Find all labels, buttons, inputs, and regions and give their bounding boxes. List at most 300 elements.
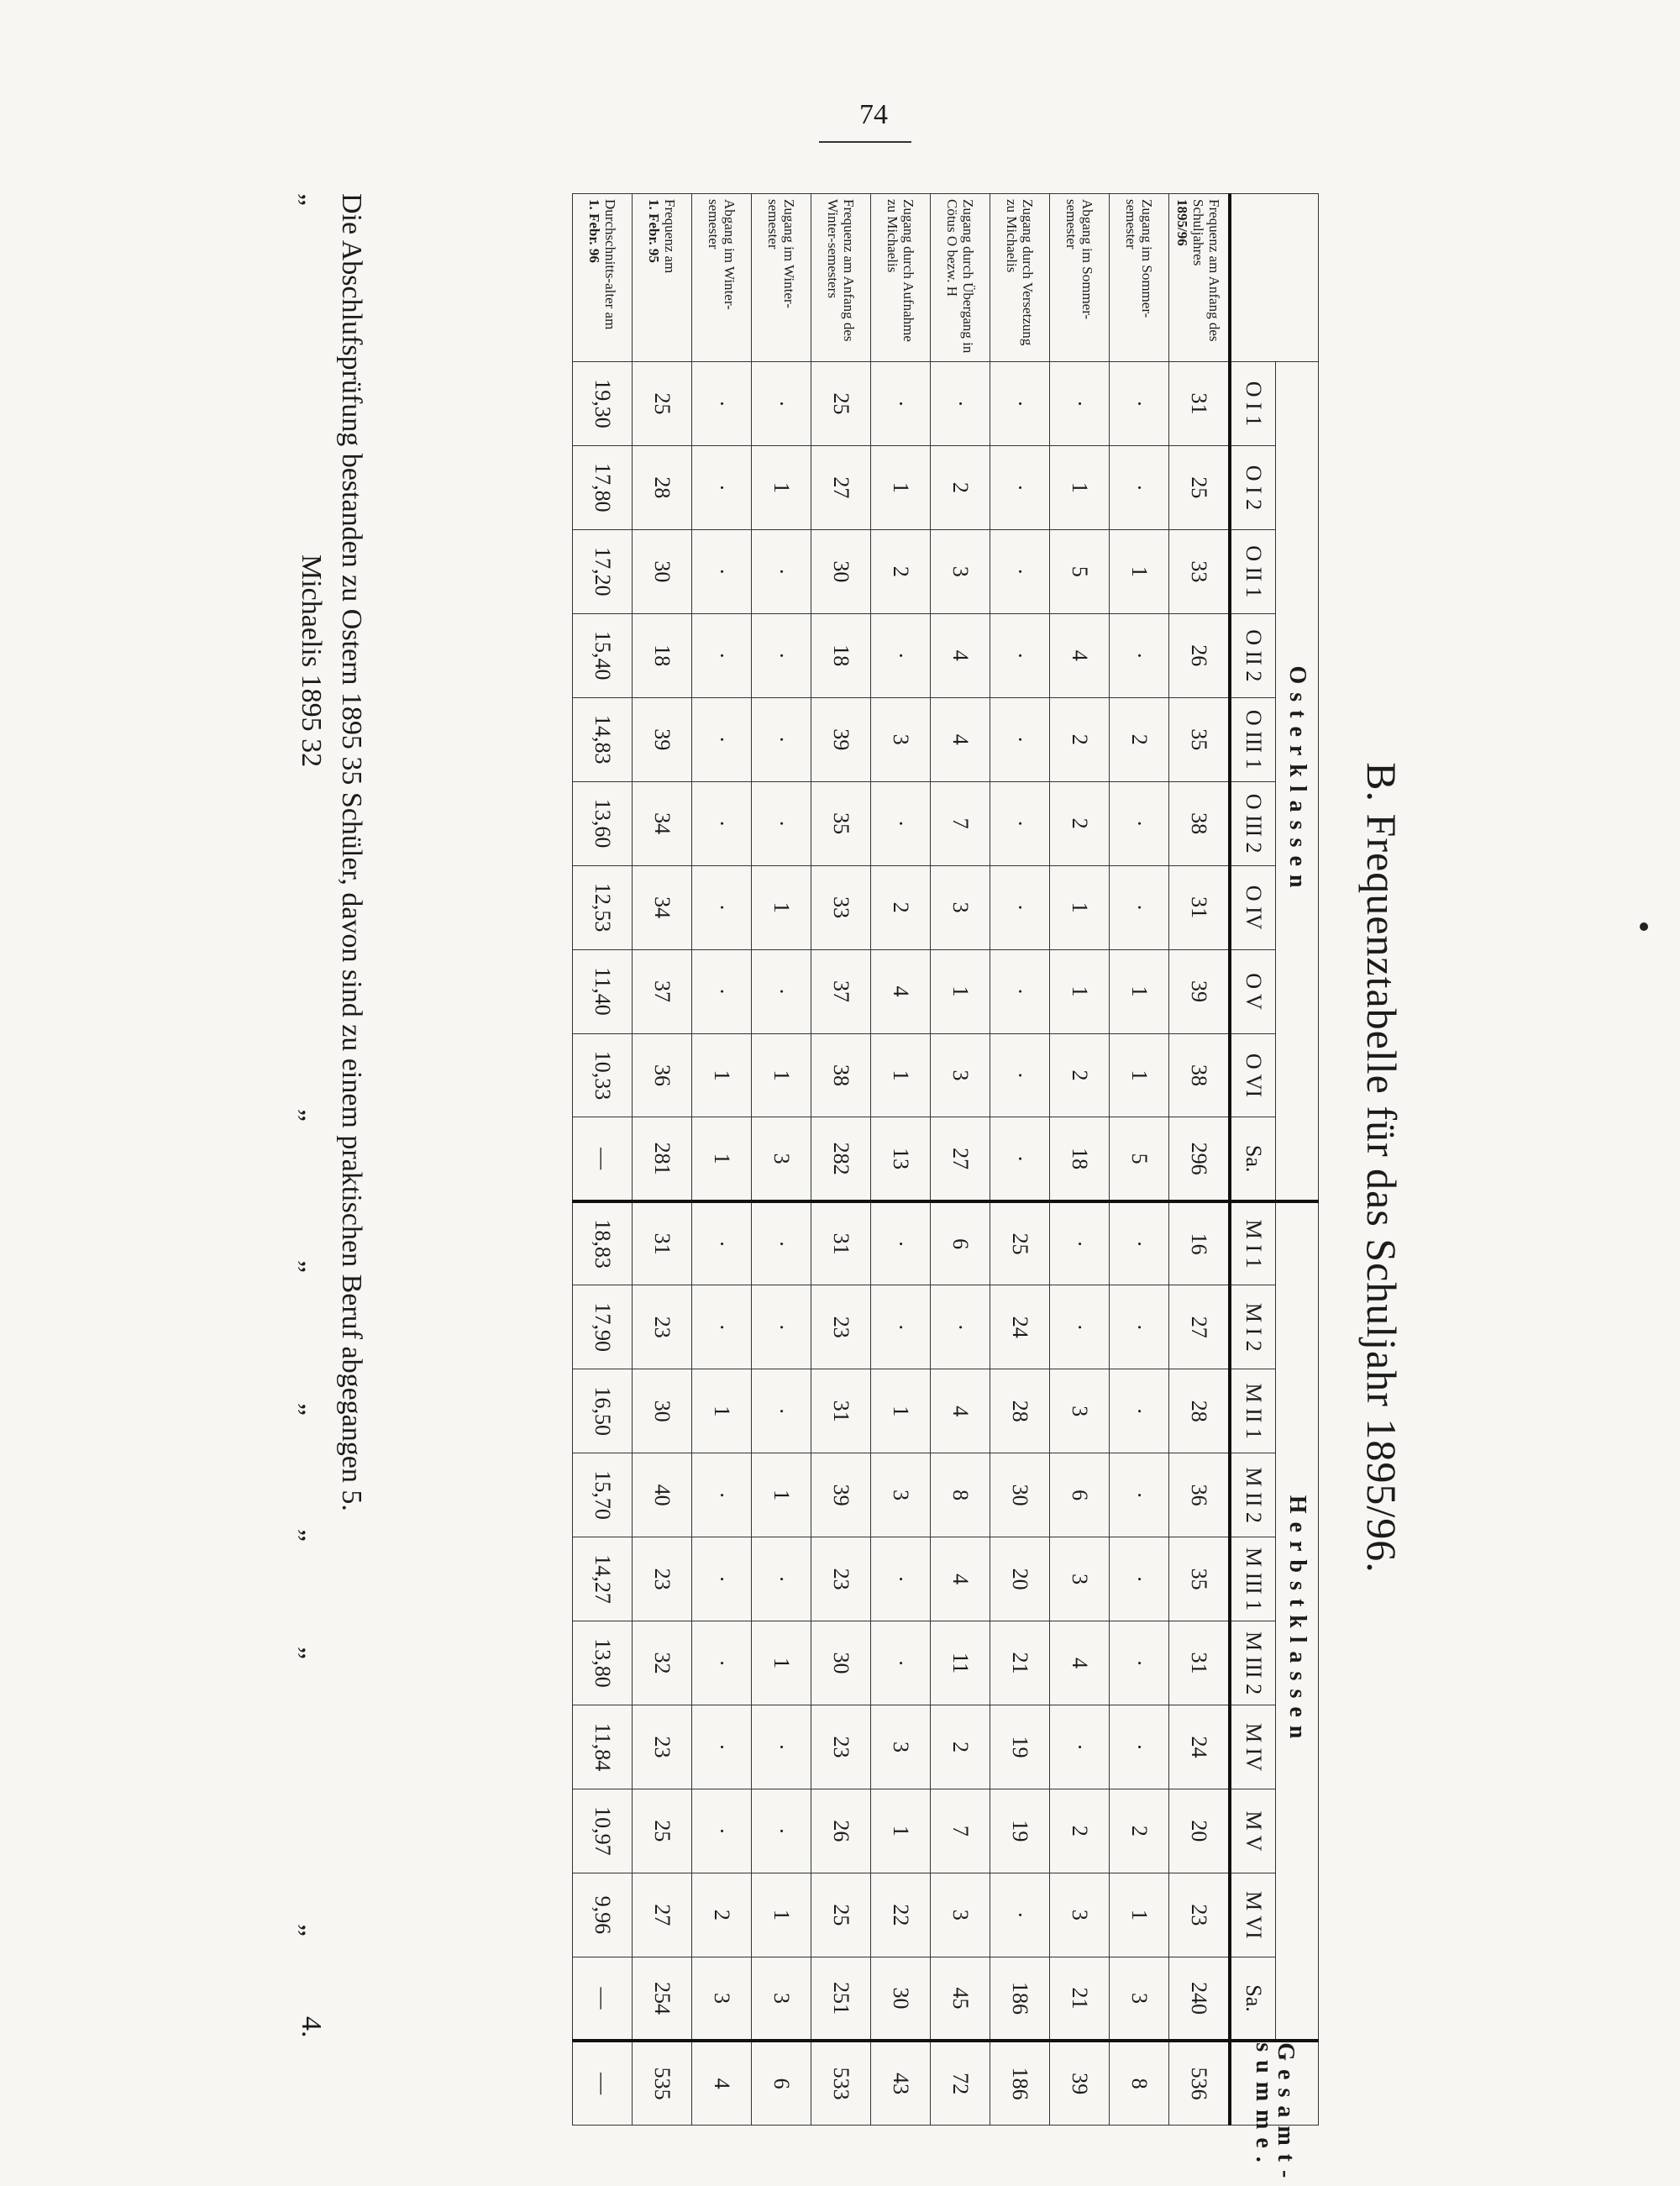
table-cell: 186 — [990, 1957, 1050, 2041]
table-cell: 16 — [1169, 1201, 1231, 1285]
table-cell: · — [692, 1705, 752, 1789]
table-cell: 22 — [871, 1873, 931, 1957]
table-row — [931, 194, 990, 2126]
note-michaelis-count: 4. — [296, 2016, 327, 2038]
table-cell: · — [990, 697, 1050, 781]
table-cell: · — [752, 1789, 811, 1873]
table-cell: 4 — [1050, 613, 1110, 697]
table-cell: 1 — [1110, 1873, 1169, 1957]
row-label-text: Abgang im Sommer-semester — [1063, 199, 1095, 320]
table-cell: 36 — [1169, 1453, 1231, 1537]
table-cell: 20 — [990, 1537, 1050, 1621]
column-header: O II 2 — [1230, 613, 1276, 697]
table-cell: 4 — [931, 613, 990, 697]
column-header: O VI — [1230, 1033, 1276, 1117]
table-cell: 1 — [692, 1117, 752, 1201]
table-cell: 23 — [633, 1537, 692, 1621]
table-row — [1169, 194, 1231, 2126]
table-cell: 38 — [1169, 1033, 1231, 1117]
table-cell: 16,50 — [573, 1369, 633, 1453]
column-header: O III 2 — [1230, 781, 1276, 865]
table-cell: 31 — [811, 1201, 871, 1285]
table-cell: 28 — [633, 445, 692, 529]
table-cell: · — [752, 613, 811, 697]
row-label — [811, 194, 871, 362]
table-cell: · — [1110, 1621, 1169, 1705]
table-cell: 1 — [871, 1789, 931, 1873]
ditto-mark: „ — [296, 1403, 327, 1416]
table-cell: 34 — [633, 781, 692, 865]
table-cell: · — [752, 1537, 811, 1621]
table-cell: 1 — [752, 1033, 811, 1117]
page-title: B. Frequenztabelle für das Schuljahr 1895/96. — [1358, 762, 1405, 1574]
table-cell: — — [573, 2041, 633, 2125]
table-cell: 31 — [633, 1201, 692, 1285]
table-cell: 17,90 — [573, 1285, 633, 1369]
table-cell: 37 — [633, 949, 692, 1033]
row-label-text: Zugang durch Versetzung zu Michaelis — [1004, 199, 1036, 346]
table-cell: 31 — [811, 1369, 871, 1453]
table-cell: · — [1110, 445, 1169, 529]
table-cell: · — [692, 1621, 752, 1705]
ditto-mark: „ — [296, 1529, 327, 1542]
ditto-mark: „ — [296, 193, 327, 207]
table-cell: · — [1110, 1369, 1169, 1453]
table-cell: · — [692, 1453, 752, 1537]
column-header: O IV — [1230, 865, 1276, 949]
table-cell: · — [990, 781, 1050, 865]
table-cell: 2 — [1050, 1033, 1110, 1117]
column-header: M III 1 — [1230, 1537, 1276, 1621]
table-cell: 240 — [1169, 1957, 1231, 2041]
table-cell: 1 — [931, 949, 990, 1033]
table-cell: 45 — [931, 1957, 990, 2041]
ditto-mark: „ — [296, 1109, 327, 1122]
table-row — [692, 194, 752, 2126]
table-cell: · — [990, 529, 1050, 613]
table-row — [990, 194, 1050, 2126]
table-cell: · — [692, 949, 752, 1033]
table-cell: 27 — [931, 1117, 990, 1201]
table-cell: 533 — [811, 2041, 871, 2125]
row-label-text: Abgang im Winter-semester — [706, 199, 738, 310]
table-cell: · — [752, 362, 811, 446]
table-cell: 3 — [752, 1117, 811, 1201]
table-cell: 3 — [752, 1957, 811, 2041]
table-cell: 26 — [1169, 613, 1231, 697]
table-cell: 33 — [811, 865, 871, 949]
table-cell: · — [990, 1873, 1050, 1957]
table-cell: 1 — [1110, 949, 1169, 1033]
table-cell: · — [692, 697, 752, 781]
row-label — [752, 194, 811, 362]
table-cell: 2 — [1050, 1789, 1110, 1873]
table-cell: 28 — [1169, 1369, 1231, 1453]
row-label — [1050, 194, 1110, 362]
table-cell: 23 — [633, 1285, 692, 1369]
table-cell: · — [1110, 1201, 1169, 1285]
frequency-table — [572, 193, 1319, 2186]
table-cell: 4 — [931, 1369, 990, 1453]
column-header: M I 2 — [1230, 1285, 1276, 1369]
table-cell: 535 — [633, 2041, 692, 2125]
column-header: Sa. — [1230, 1957, 1276, 2041]
column-header: M IV — [1230, 1705, 1276, 1789]
table-cell: 33 — [1169, 529, 1231, 613]
table-cell: 27 — [633, 1873, 692, 1957]
table-cell: 1 — [692, 1033, 752, 1117]
table-row — [1050, 194, 1110, 2126]
row-label-text: Zugang im Sommer-semester — [1123, 199, 1155, 318]
row-label — [633, 194, 692, 362]
osterklassen-header: Osterklassen — [1276, 362, 1319, 1201]
ditto-mark: „ — [296, 1260, 327, 1274]
table-cell: 25 — [990, 1201, 1050, 1285]
table-cell: · — [1110, 1285, 1169, 1369]
table-cell: 1 — [871, 1369, 931, 1453]
table-cell: 254 — [633, 1957, 692, 2041]
column-header: O I 1 — [1230, 362, 1276, 446]
table-cell: 2 — [931, 445, 990, 529]
table-cell: 15,40 — [573, 613, 633, 697]
table-cell: 5 — [1050, 529, 1110, 613]
table-cell: — — [573, 1957, 633, 2041]
table-cell: 27 — [1169, 1285, 1231, 1369]
table-cell: 282 — [811, 1117, 871, 1201]
table-cell: 3 — [692, 1957, 752, 2041]
table-cell: 18 — [633, 613, 692, 697]
note-ostern-text: Die Abschlufsprüfung bestanden zu Ostern 1895 35 Schüler, davon sind zu einem praktischen Beruf abgegangen 5. — [336, 193, 367, 1511]
corner-cell — [1230, 194, 1319, 362]
row-label-text: Durchschnitts-alter am — [602, 199, 618, 330]
column-header: M III 2 — [1230, 1621, 1276, 1705]
row-label — [692, 194, 752, 362]
table-cell: 11,40 — [573, 949, 633, 1033]
table-cell: 20 — [1169, 1789, 1231, 1873]
table-cell: 30 — [633, 529, 692, 613]
ink-dot — [1640, 922, 1648, 931]
table-cell: 2 — [871, 529, 931, 613]
table-cell: · — [692, 1285, 752, 1369]
table-cell: 11,84 — [573, 1705, 633, 1789]
table-cell: 3 — [931, 529, 990, 613]
table-cell: · — [692, 1201, 752, 1285]
table-cell: 27 — [811, 445, 871, 529]
table-cell: 31 — [1169, 362, 1231, 446]
table-row — [752, 194, 811, 2126]
table-cell: 1 — [871, 1033, 931, 1117]
table-cell: 35 — [811, 781, 871, 865]
table-cell: · — [692, 1537, 752, 1621]
table-cell: · — [752, 529, 811, 613]
table-cell: 35 — [1169, 697, 1231, 781]
table-cell: 18 — [811, 613, 871, 697]
table-cell: 9,96 — [573, 1873, 633, 1957]
table-cell: 21 — [990, 1621, 1050, 1705]
row-label-text: Frequenz am Anfang des Schuljahres — [1190, 199, 1223, 342]
table-cell: 4 — [1050, 1621, 1110, 1705]
table-cell: 13,60 — [573, 781, 633, 865]
table-cell: 3 — [1110, 1957, 1169, 2041]
herbstklassen-header: Herbstklassen — [1276, 1201, 1319, 2041]
table-cell: · — [990, 1033, 1050, 1117]
table-cell: · — [871, 613, 931, 697]
table-cell: 6 — [931, 1201, 990, 1285]
table-cell: · — [1110, 781, 1169, 865]
column-header: O I 2 — [1230, 445, 1276, 529]
table-cell: 12,53 — [573, 865, 633, 949]
column-header: M I 1 — [1230, 1201, 1276, 1285]
table-cell: · — [1110, 1705, 1169, 1789]
table-cell: · — [752, 1201, 811, 1285]
table-cell: · — [990, 445, 1050, 529]
column-header: Sa. — [1230, 1117, 1276, 1201]
table-cell: · — [1110, 1537, 1169, 1621]
table-cell: 14,27 — [573, 1537, 633, 1621]
table-cell: 15,70 — [573, 1453, 633, 1537]
table-cell: 281 — [633, 1117, 692, 1201]
row-label — [871, 194, 931, 362]
table-cell: 31 — [1169, 1621, 1231, 1705]
table-cell: 8 — [1110, 2041, 1169, 2125]
table-cell: 2 — [1110, 1789, 1169, 1873]
table-cell: · — [1050, 1201, 1110, 1285]
table-cell: · — [752, 1369, 811, 1453]
table-cell: · — [990, 949, 1050, 1033]
table-cell: · — [752, 1285, 811, 1369]
table-cell: 1 — [752, 1453, 811, 1537]
table-cell: · — [871, 1621, 931, 1705]
table-cell: 3 — [1050, 1369, 1110, 1453]
table-cell: · — [692, 445, 752, 529]
table-cell: · — [692, 781, 752, 865]
table-cell: 17,20 — [573, 529, 633, 613]
table-cell: 43 — [871, 2041, 931, 2125]
table-cell: 25 — [633, 1789, 692, 1873]
row-label-text: Zugang durch Aufnahme zu Michaelis — [885, 199, 916, 342]
table-row — [811, 194, 871, 2126]
column-header: M VI — [1230, 1873, 1276, 1957]
table-cell: 11 — [931, 1621, 990, 1705]
row-label-text: Zugang durch Übergang in Cötus O bezw. H — [944, 199, 976, 354]
table-cell: 25 — [811, 362, 871, 446]
table-cell: 30 — [811, 1621, 871, 1705]
table-cell: 37 — [811, 949, 871, 1033]
table-cell: 3 — [1050, 1537, 1110, 1621]
table-cell: 2 — [871, 865, 931, 949]
table-cell: 10,33 — [573, 1033, 633, 1117]
table-cell: 3 — [931, 1873, 990, 1957]
note-ostern — [331, 193, 371, 2126]
ditto-mark: „ — [296, 1924, 327, 1937]
row-label-text: Frequenz am Anfang des Winter-semesters — [825, 199, 857, 342]
table-cell: 186 — [990, 2041, 1050, 2125]
table-cell: · — [1110, 1453, 1169, 1537]
table-cell: 1 — [752, 865, 811, 949]
table-cell: · — [931, 362, 990, 446]
table-cell: 536 — [1169, 2041, 1231, 2125]
table-cell: 7 — [931, 781, 990, 865]
table-cell: 32 — [633, 1621, 692, 1705]
table-cell: · — [1050, 362, 1110, 446]
row-label — [1169, 194, 1231, 362]
table-cell: 36 — [633, 1033, 692, 1117]
table-cell: 1 — [752, 1873, 811, 1957]
table-row — [1110, 194, 1169, 2126]
column-header: M II 1 — [1230, 1369, 1276, 1453]
table-cell: 3 — [871, 697, 931, 781]
column-header: O II 1 — [1230, 529, 1276, 613]
table-cell: 21 — [1050, 1957, 1110, 2041]
table-cell: 6 — [1050, 1453, 1110, 1537]
table-row — [633, 194, 692, 2126]
table-cell: · — [990, 362, 1050, 446]
table-cell: 1 — [1050, 865, 1110, 949]
note-michaelis-text: Michaelis 1895 32 — [296, 554, 327, 768]
table-cell: · — [871, 1201, 931, 1285]
table-cell: 30 — [633, 1369, 692, 1453]
table-cell: — — [573, 1117, 633, 1201]
table-cell: 1 — [1050, 445, 1110, 529]
column-header: M V — [1230, 1789, 1276, 1873]
table-cell: 13,80 — [573, 1621, 633, 1705]
table-cell: 7 — [931, 1789, 990, 1873]
table-cell: 31 — [1169, 865, 1231, 949]
table-cell: 19 — [990, 1705, 1050, 1789]
table-cell: 26 — [811, 1789, 871, 1873]
table-cell: 251 — [811, 1957, 871, 2041]
table-cell: 18,83 — [573, 1201, 633, 1285]
table-cell: 25 — [811, 1873, 871, 1957]
column-header-row — [1230, 194, 1276, 2126]
table-cell: 4 — [871, 949, 931, 1033]
table-cell: 296 — [1169, 1117, 1231, 1201]
table-cell: 38 — [811, 1033, 871, 1117]
table-cell: 3 — [1050, 1873, 1110, 1957]
table-cell: 39 — [811, 1453, 871, 1537]
table-cell: 24 — [1169, 1705, 1231, 1789]
row-label-date: 1. Febr. 95 — [646, 199, 662, 263]
table-cell: · — [692, 613, 752, 697]
table-cell: 5 — [1110, 1117, 1169, 1201]
table-cell: · — [1110, 613, 1169, 697]
table-cell: 39 — [633, 697, 692, 781]
table-cell: 1 — [1110, 1033, 1169, 1117]
table-cell: · — [692, 1789, 752, 1873]
table-cell: · — [752, 781, 811, 865]
table-cell: · — [871, 1285, 931, 1369]
table-cell: · — [990, 865, 1050, 949]
table-cell: · — [871, 362, 931, 446]
table-cell: 40 — [633, 1453, 692, 1537]
table-cell: 3 — [871, 1453, 931, 1537]
table-cell: 18 — [1050, 1117, 1110, 1201]
table-cell: 30 — [990, 1453, 1050, 1537]
table-cell: 14,83 — [573, 697, 633, 781]
table-cell: 39 — [1050, 2041, 1110, 2125]
row-label-date: 1895/96 — [1174, 199, 1191, 246]
table-cell: 30 — [871, 1957, 931, 2041]
table-cell: 30 — [811, 529, 871, 613]
table-cell: 4 — [931, 1537, 990, 1621]
table-cell: 17,80 — [573, 445, 633, 529]
table-cell: 23 — [811, 1705, 871, 1789]
table-cell: 2 — [931, 1705, 990, 1789]
table-cell: 1 — [1110, 529, 1169, 613]
table-cell: 28 — [990, 1369, 1050, 1453]
table-cell: 1 — [692, 1369, 752, 1453]
table-cell: 72 — [931, 2041, 990, 2125]
table-cell: 10,97 — [573, 1789, 633, 1873]
column-header: O V — [1230, 949, 1276, 1033]
table-cell: 34 — [633, 865, 692, 949]
row-label-text: Zugang im Winter-semester — [765, 199, 797, 308]
table-cell: 2 — [1050, 697, 1110, 781]
table-cell: · — [871, 781, 931, 865]
table-body — [573, 194, 1231, 2126]
table-cell: 23 — [811, 1285, 871, 1369]
table-cell: 39 — [1169, 949, 1231, 1033]
table-cell: · — [871, 1537, 931, 1621]
table-cell: · — [752, 697, 811, 781]
table-cell: 23 — [633, 1705, 692, 1789]
table-cell: · — [752, 1705, 811, 1789]
table-cell: · — [1110, 865, 1169, 949]
row-label — [573, 194, 633, 362]
table-cell: 2 — [1050, 781, 1110, 865]
table-cell: · — [1050, 1705, 1110, 1789]
table-row — [871, 194, 931, 2126]
table-cell: · — [692, 362, 752, 446]
table-cell: 23 — [811, 1537, 871, 1621]
table-cell: 19,30 — [573, 362, 633, 446]
row-label — [1110, 194, 1169, 362]
table-cell: 1 — [1050, 949, 1110, 1033]
note-michaelis — [291, 193, 331, 2126]
table-cell: 13 — [871, 1117, 931, 1201]
table-cell: 1 — [752, 1621, 811, 1705]
table-cell: 19 — [990, 1789, 1050, 1873]
table-cell: 8 — [931, 1453, 990, 1537]
exam-notes — [291, 193, 371, 2126]
table-cell: · — [990, 613, 1050, 697]
table-cell: 3 — [871, 1705, 931, 1789]
ditto-mark: „ — [296, 1647, 327, 1660]
table-cell: · — [1050, 1285, 1110, 1369]
table-cell: 1 — [752, 445, 811, 529]
table-cell: 2 — [692, 1873, 752, 1957]
table-row — [573, 194, 633, 2126]
table-cell: 6 — [752, 2041, 811, 2125]
page-number-rule — [819, 141, 911, 143]
row-label-date: 1. Febr. 96 — [586, 199, 602, 263]
table-cell: 35 — [1169, 1537, 1231, 1621]
table-cell: 38 — [1169, 781, 1231, 865]
table-cell: 4 — [931, 697, 990, 781]
column-header: M II 2 — [1230, 1453, 1276, 1537]
row-label — [931, 194, 990, 362]
gesamtsumme-header: Gesamt-summe. — [1230, 2041, 1319, 2125]
table-cell: 3 — [931, 865, 990, 949]
table-cell: · — [990, 1117, 1050, 1201]
table-cell: 2 — [1110, 697, 1169, 781]
table-cell: 25 — [633, 362, 692, 446]
table-cell: 4 — [692, 2041, 752, 2125]
table-cell: 1 — [871, 445, 931, 529]
table-cell: · — [931, 1285, 990, 1369]
table-cell: · — [1110, 362, 1169, 446]
row-label — [990, 194, 1050, 362]
